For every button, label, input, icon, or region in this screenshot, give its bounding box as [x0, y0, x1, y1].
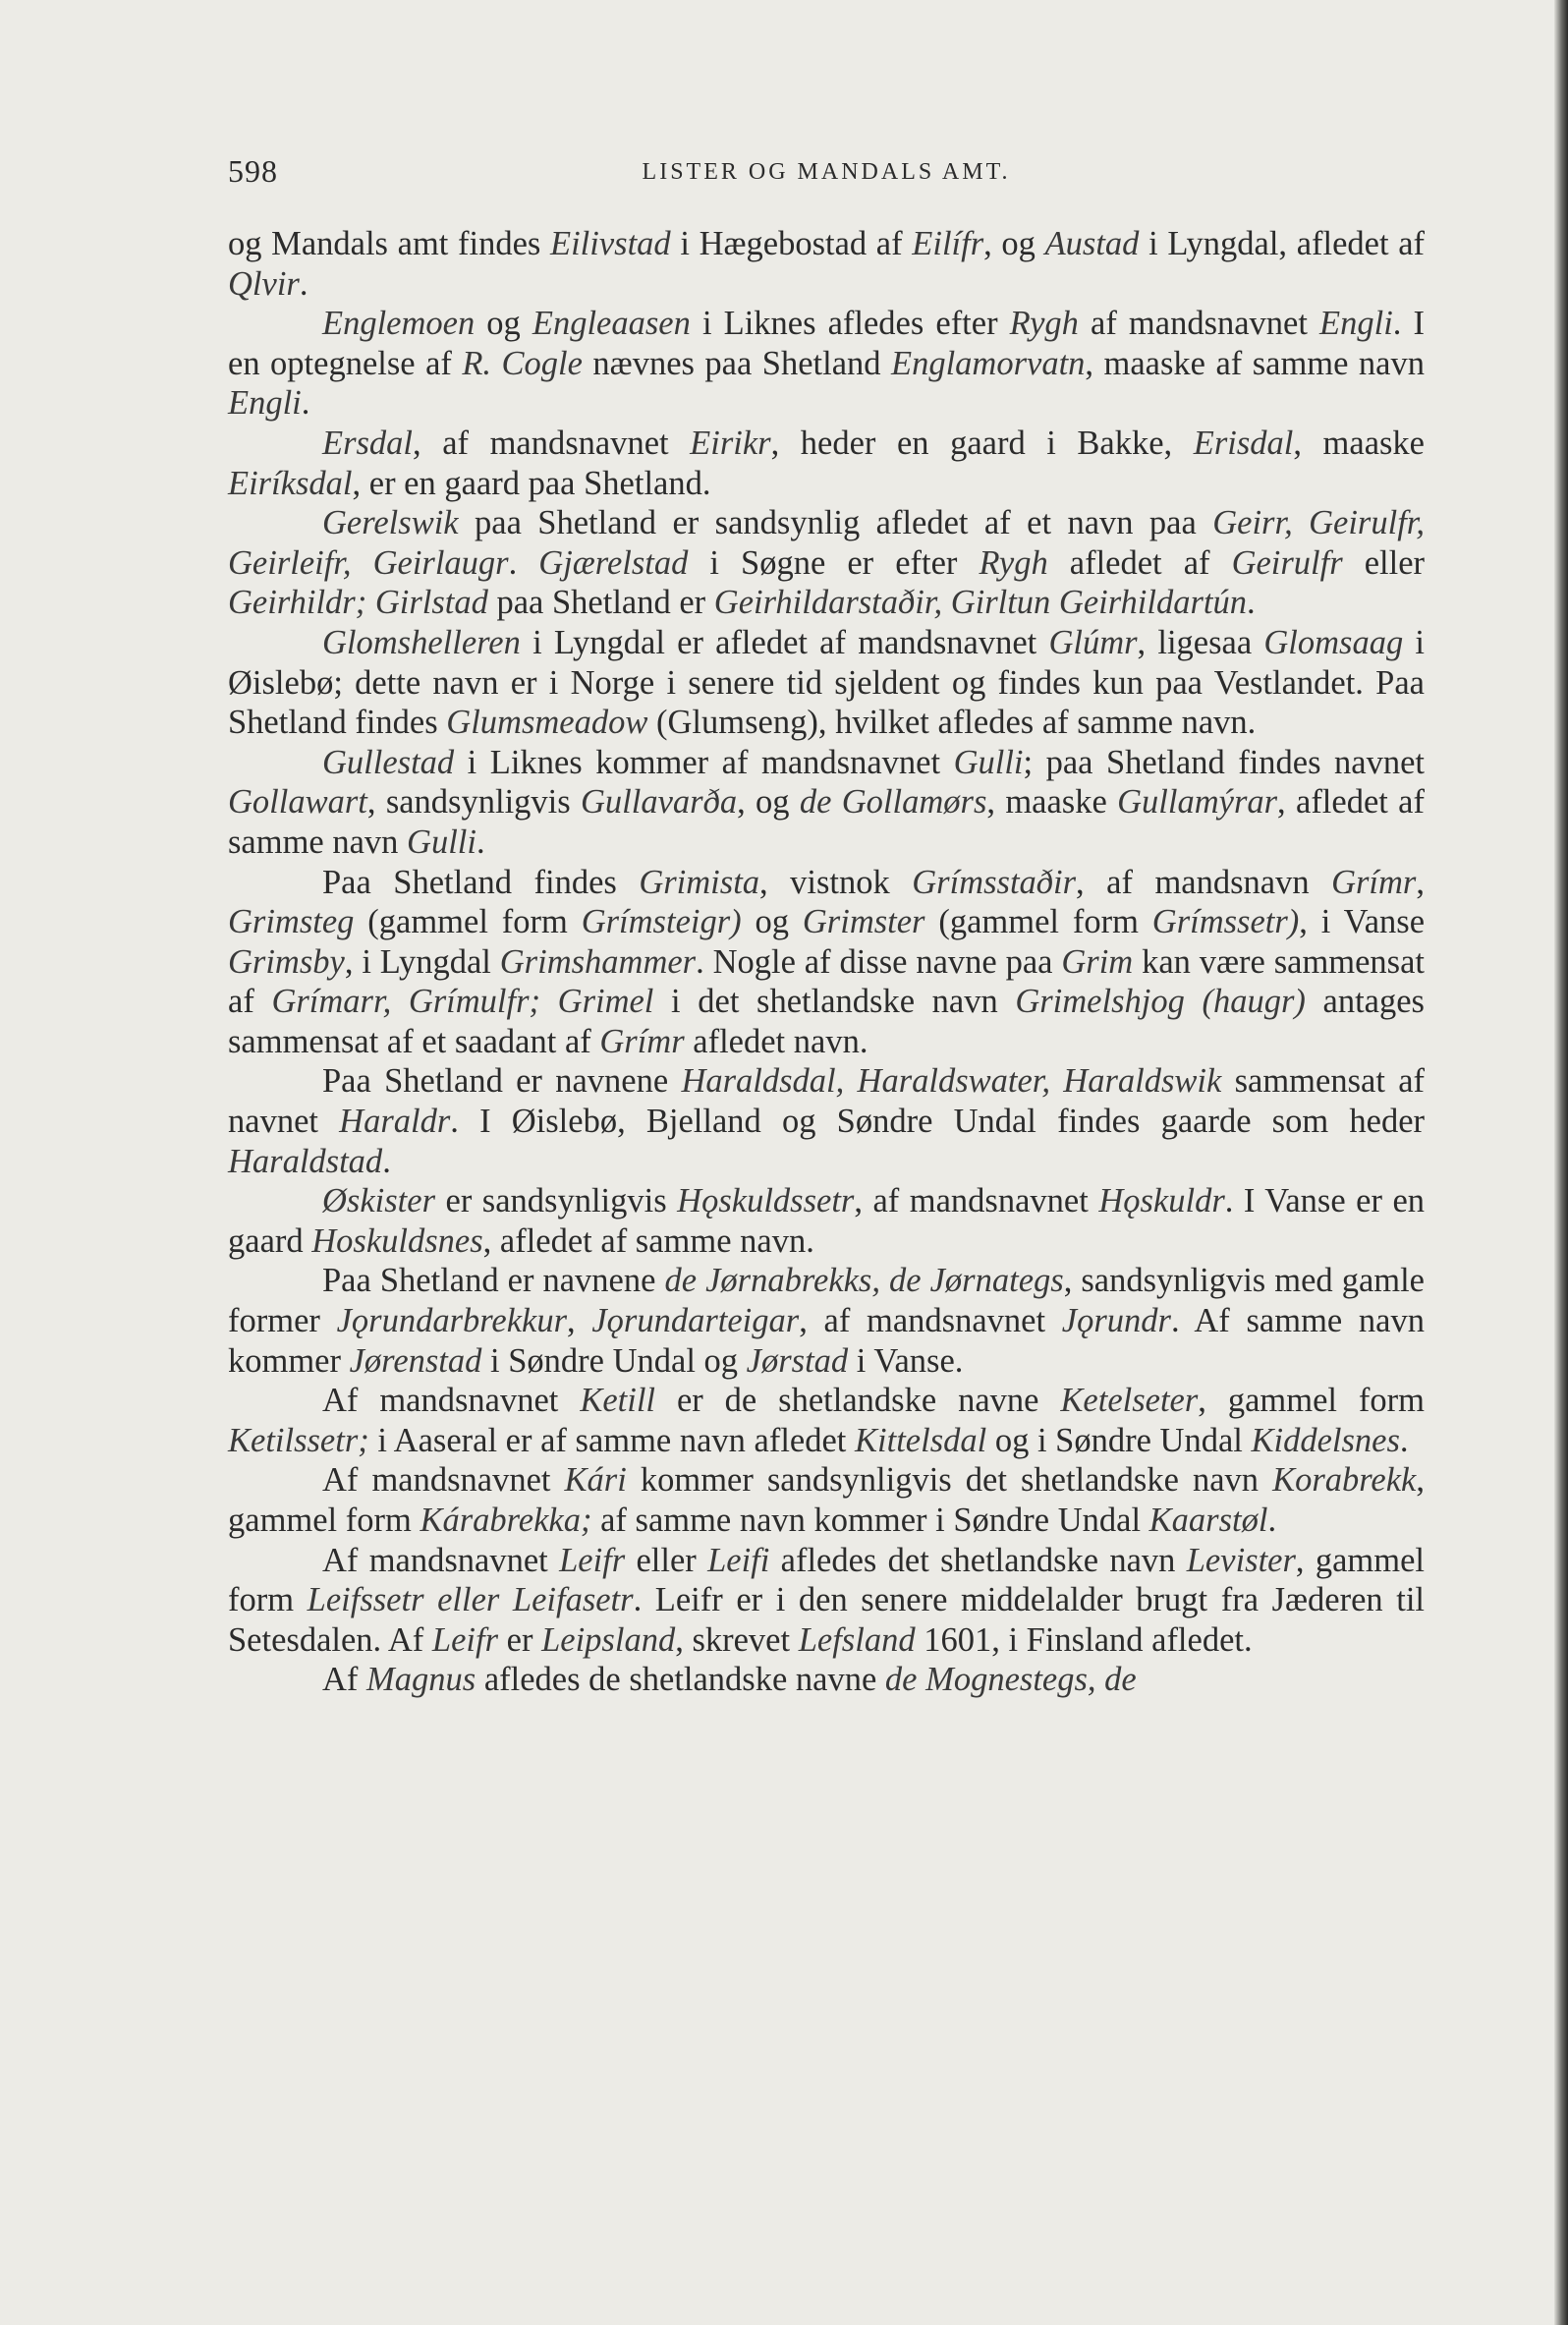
italic-term: Levister	[1186, 1541, 1296, 1579]
text-run: , gammel form	[1198, 1382, 1425, 1420]
text-run: , maaske	[1293, 424, 1425, 462]
text-run: , af mandsnavnet	[854, 1182, 1099, 1220]
italic-term: Leifi	[707, 1541, 770, 1579]
text-run: , i Lyngdal	[344, 942, 500, 981]
text-run: i Lyngdal er afledet af mandsnavnet	[520, 623, 1049, 661]
text-run: i Vanse.	[848, 1341, 964, 1380]
italic-term: Glumsmeadow	[446, 704, 648, 742]
page-number: 598	[228, 153, 278, 189]
text-run: nævnes paa Shetland	[582, 344, 891, 382]
text-run: . I en optegnelse af	[228, 305, 1425, 382]
italic-term: Grimista	[639, 863, 760, 901]
italic-term: Engli	[1319, 305, 1393, 343]
text-run: , gammel form	[228, 1461, 1425, 1539]
text-run: (gammel form	[924, 903, 1152, 941]
text-run: i Søgne er efter	[688, 543, 980, 582]
text-run: . Nogle af disse navne paa	[696, 942, 1062, 981]
italic-term: Kári	[564, 1461, 627, 1500]
italic-term: Eilífr	[912, 225, 984, 262]
italic-term: Jørstad	[746, 1341, 849, 1380]
italic-term: Grímr	[1331, 863, 1417, 901]
text-run: Af mandsnavnet	[322, 1461, 565, 1500]
text-run: ,	[1416, 863, 1425, 901]
italic-term: Jørenstad	[349, 1341, 482, 1380]
text-run: , skrevet	[675, 1620, 799, 1659]
italic-term: Kárabrekka;	[420, 1502, 592, 1539]
text-run: og	[741, 903, 803, 941]
text-run: afledes det shetlandske navn	[769, 1541, 1187, 1579]
italic-term: Leifr	[559, 1541, 626, 1579]
italic-term: Grímsteigr)	[581, 903, 742, 941]
text-run: , af mandsnavnet	[413, 424, 691, 462]
text-run: , afledet af samme navn	[228, 783, 1425, 861]
italic-term: Gulli	[407, 822, 476, 861]
text-run: og i Søndre Undal	[986, 1421, 1252, 1459]
italic-term: Glúmr	[1048, 623, 1138, 661]
text-run: , afledet af samme navn.	[482, 1221, 814, 1260]
text-run: er de shetlandske navne	[655, 1382, 1061, 1420]
text-run: (Glumseng), hvilket afledes af samme navn.	[647, 704, 1257, 742]
italic-term: Gullestad	[322, 743, 455, 781]
text-run: 1601, i Finsland afledet.	[915, 1620, 1253, 1659]
italic-term: Grimsteg	[228, 903, 355, 941]
italic-term: Rygh	[1009, 305, 1079, 343]
text-run: (gammel form	[354, 903, 582, 941]
italic-term: Hǫskuldssetr	[677, 1182, 855, 1220]
italic-term: Leifssetr eller Leifasetr	[307, 1581, 634, 1619]
italic-term: Kittelsdal	[855, 1421, 987, 1459]
italic-term: Gjærelstad	[538, 543, 689, 582]
text-run: Paa Shetland er navnene	[322, 1062, 682, 1101]
italic-term: Glomshelleren	[322, 623, 521, 661]
paragraph	[228, 863, 1425, 1062]
italic-term: R. Cogle	[462, 344, 583, 382]
text-run: , sandsynligvis med gamle former	[228, 1262, 1425, 1340]
body-text	[228, 224, 1425, 1700]
text-run: og	[475, 305, 532, 343]
text-run: i Øislebø; dette navn er i Norge i senere tid sjeldent og findes kun paa Vestlandet. Paa Shetland findes	[228, 623, 1425, 742]
paragraph	[228, 424, 1425, 503]
italic-term: Austad	[1044, 225, 1140, 262]
italic-term: Rygh	[979, 543, 1048, 582]
italic-term: Engli	[228, 384, 302, 423]
italic-term: Grim	[1061, 942, 1134, 981]
paragraph	[228, 1181, 1425, 1261]
italic-term: Grimelshjog (haugr)	[1015, 983, 1306, 1021]
text-run: i Aaseral er af samme navn afledet	[368, 1421, 856, 1459]
italic-term: Haraldr	[339, 1103, 451, 1141]
italic-term: Grímr	[599, 1022, 685, 1060]
italic-term: Gullavarða	[581, 783, 738, 822]
text-run: , sandsynligvis	[366, 783, 581, 822]
text-run: ; paa Shetland findes navnet	[1023, 743, 1426, 781]
running-head: LISTER OG MANDALS AMT.	[642, 159, 1011, 185]
text-run: i Søndre Undal og	[481, 1341, 747, 1380]
paragraph	[228, 1061, 1425, 1181]
text-run: paa Shetland er	[487, 584, 714, 622]
italic-term: Grímsstaðir	[912, 863, 1077, 901]
text-run: , og	[737, 783, 800, 822]
text-run: afledes de shetlandske navne	[476, 1661, 885, 1699]
text-run: , maaske af samme navn	[1085, 344, 1425, 382]
text-run: .	[1246, 584, 1256, 622]
italic-term: Geirr, Geirulfr, Geirleifr, Geirlaugr	[228, 504, 1425, 582]
text-run: kommer sandsynligvis det shetlandske navn	[626, 1461, 1273, 1500]
text-run: eller	[625, 1541, 708, 1579]
text-run: , er en gaard paa Shetland.	[352, 464, 711, 502]
text-run: , i Vanse	[1299, 903, 1426, 941]
italic-term: de Mognestegs, de	[884, 1661, 1137, 1699]
italic-term: Englemoen	[322, 305, 476, 343]
page-edge-shadow	[1554, 0, 1568, 2325]
italic-term: Hoskuldsnes	[311, 1221, 483, 1260]
italic-term: Magnus	[366, 1661, 476, 1699]
italic-term: Gullamýrar	[1117, 783, 1278, 822]
text-run: kan være sammensat af	[228, 942, 1426, 1021]
text-run: i Liknes afledes efter	[690, 305, 1010, 343]
italic-term: Ersdal	[322, 424, 414, 462]
text-run: , maaske	[986, 783, 1118, 822]
text-run: , heder en gaard i Bakke,	[770, 424, 1194, 462]
text-run: er	[498, 1620, 542, 1659]
paragraph	[228, 503, 1425, 623]
italic-term: Geirhildr; Girlstad	[228, 584, 488, 622]
italic-term: Grimster	[802, 903, 925, 941]
text-run: . I Øislebø, Bjelland og Søndre Undal findes gaarde som heder	[450, 1103, 1425, 1141]
italic-term: Haraldstad	[228, 1142, 383, 1180]
text-run: .	[382, 1142, 391, 1180]
text-run: af samme navn kommer i Søndre Undal	[591, 1502, 1149, 1539]
text-run: Af mandsnavnet	[322, 1382, 581, 1420]
italic-term: Gerelswik	[322, 504, 459, 542]
text-run: .	[476, 822, 485, 861]
text-run: , vistnok	[759, 863, 913, 901]
text-run: Af	[322, 1661, 367, 1699]
italic-term: Ketill	[580, 1382, 655, 1420]
text-run: afledet navn.	[684, 1022, 868, 1060]
italic-term: Jǫrundr	[1061, 1302, 1171, 1340]
text-run: i Liknes kommer af mandsnavnet	[454, 743, 954, 781]
text-run: , af mandsnavn	[1076, 863, 1332, 901]
paragraph	[228, 743, 1425, 863]
italic-term: Ketelseter	[1060, 1382, 1199, 1420]
text-run: antages sammensat af et saadant af	[228, 983, 1425, 1060]
italic-term: Kaarstøl	[1148, 1502, 1268, 1539]
paragraph	[228, 623, 1425, 743]
italic-term: Grimshammer	[499, 942, 697, 981]
book-page	[228, 147, 1425, 1700]
italic-term: Eilivstad	[550, 225, 671, 262]
italic-term: Leifr	[431, 1620, 499, 1659]
text-run: Af mandsnavnet	[322, 1541, 560, 1579]
italic-term: Grímarr, Grímulfr; Grimel	[271, 983, 654, 1021]
italic-term: Qlvir	[228, 264, 300, 303]
text-run: Paa Shetland findes	[322, 863, 640, 901]
text-run: , og	[983, 225, 1045, 262]
italic-term: Glomsaag	[1263, 623, 1404, 661]
italic-term: Eiríksdal	[228, 464, 353, 502]
text-run: . Leifr er i den senere middelalder brugt fra Jæderen til Setesdalen. Af	[228, 1581, 1425, 1659]
italic-term: Erisdal	[1193, 424, 1294, 462]
italic-term: Geirhildarstaðir, Girltun Geirhildartún	[713, 584, 1247, 622]
italic-term: Grímssetr)	[1151, 903, 1300, 941]
italic-term: Gollawart	[228, 783, 367, 822]
paragraph	[228, 224, 1425, 304]
text-run: . I Vanse er en gaard	[228, 1182, 1426, 1260]
text-run: og Mandals amt findes	[228, 225, 551, 262]
paragraph	[228, 1541, 1425, 1661]
italic-term: Englamorvatn	[891, 344, 1086, 382]
text-run: ,	[567, 1302, 592, 1340]
text-run: .	[1267, 1502, 1277, 1539]
paragraph	[228, 1381, 1425, 1460]
text-run: afledet af	[1047, 543, 1232, 582]
text-run: .	[299, 264, 308, 303]
text-run: af mandsnavnet	[1078, 305, 1320, 343]
italic-term: Engleaasen	[532, 305, 691, 343]
text-run: .	[301, 384, 310, 423]
text-run: , af mandsnavnet	[799, 1302, 1062, 1340]
text-run: er sandsynligvis	[435, 1182, 678, 1220]
paragraph	[228, 1460, 1425, 1540]
text-run: .	[1399, 1421, 1409, 1459]
italic-term: Haraldsdal, Haraldswater, Haraldswik	[681, 1062, 1222, 1101]
italic-term: Leipsland	[541, 1620, 676, 1659]
italic-term: Kiddelsnes	[1251, 1421, 1400, 1459]
text-run: paa Shetland er sandsynlig afledet af et navn paa	[458, 504, 1213, 542]
italic-term: Lefsland	[798, 1620, 916, 1659]
text-run: eller	[1342, 543, 1425, 582]
italic-term: Eirikr	[690, 424, 771, 462]
italic-term: Korabrekk	[1272, 1461, 1417, 1500]
italic-term: Jǫrundarteigar	[591, 1302, 800, 1340]
italic-term: Ketilssetr;	[228, 1421, 369, 1459]
text-run: , gammel form	[228, 1541, 1425, 1619]
italic-term: Hǫskuldr	[1098, 1182, 1225, 1220]
text-run: sammensat af navnet	[228, 1062, 1425, 1141]
italic-term: Jǫrundarbrekkur	[336, 1302, 568, 1340]
italic-term: Grimsby	[228, 942, 345, 981]
page-header	[228, 147, 1425, 204]
text-run: i Hægebostad af	[670, 225, 913, 262]
text-run: , ligesaa	[1137, 623, 1264, 661]
text-run: .	[508, 543, 539, 582]
italic-term: de Gollamørs	[799, 783, 987, 822]
italic-term: Øskister	[322, 1182, 435, 1220]
italic-term: Gulli	[953, 743, 1024, 781]
paragraph	[228, 1660, 1425, 1700]
text-run: . Af samme navn kommer	[228, 1302, 1425, 1380]
text-run: i Lyngdal, afledet af	[1139, 225, 1426, 262]
italic-term: Geirulfr	[1231, 543, 1343, 582]
text-run: i det shetlandske navn	[653, 983, 1016, 1021]
italic-term: de Jørnabrekks, de Jørnategs	[664, 1262, 1064, 1300]
paragraph	[228, 304, 1425, 424]
text-run: Paa Shetland er navnene	[322, 1262, 665, 1300]
paragraph	[228, 1261, 1425, 1381]
